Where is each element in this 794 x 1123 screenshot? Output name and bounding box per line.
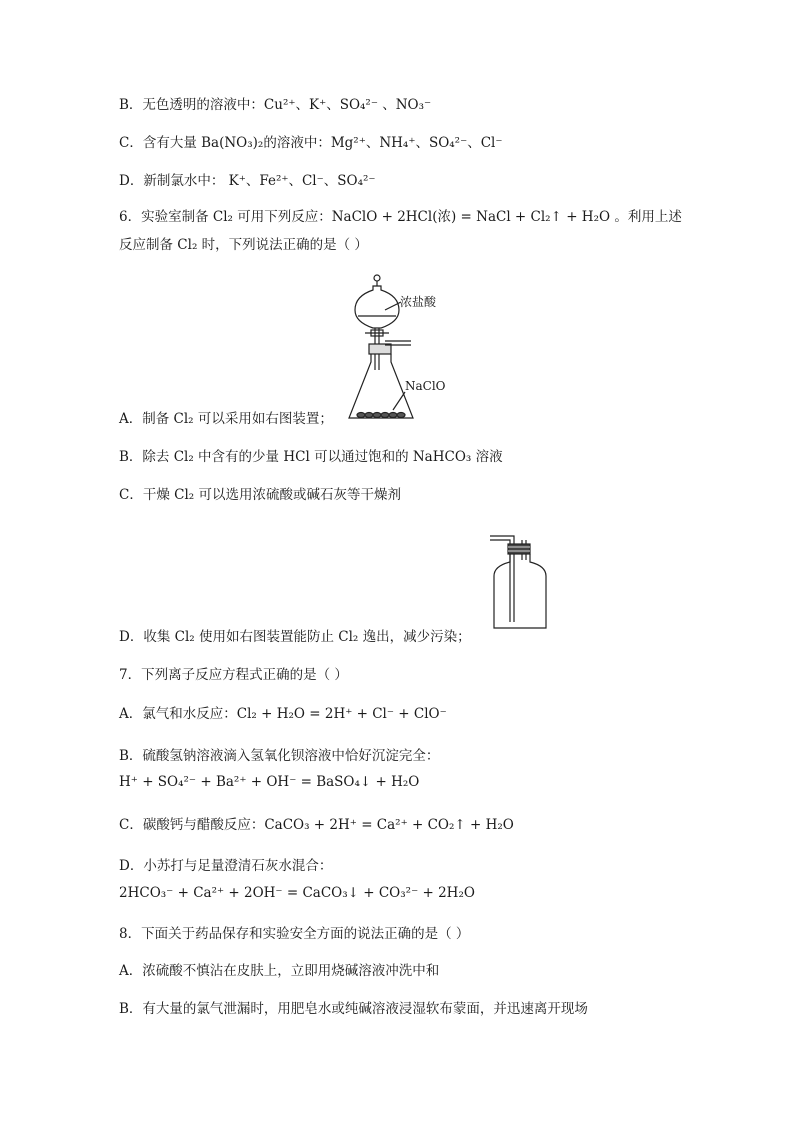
option-6d: D．收集 Cl₂ 使用如右图装置能防止 Cl₂ 逸出，减少污染； — [119, 629, 471, 645]
question-6-stem-cont: 反应制备 Cl₂ 时，下列说法正确的是（ ） — [119, 237, 368, 253]
option-7c: C．碳酸钙与醋酸反应：CaCO₃ + 2H⁺ = Ca²⁺ + CO₂↑ + H₂O — [119, 817, 514, 833]
option-6a: A．制备 Cl₂ 可以采用如右图装置； — [119, 411, 333, 427]
question-6-stem: 6．实验室制备 Cl₂ 可用下列反应：NaClO + 2HCl(浓) = NaCl + Cl₂↑ + H₂O 。利用上述 — [119, 209, 682, 225]
option-6b: B．除去 Cl₂ 中含有的少量 HCl 可以通过饱和的 NaHCO₃ 溶液 — [119, 449, 503, 465]
option-5c: C．含有大量 Ba(NO₃)₂的溶液中：Mg²⁺、NH₄⁺、SO₄²⁻、Cl⁻ — [119, 135, 503, 151]
option-6c: C．干燥 Cl₂ 可以选用浓硫酸或碱石灰等干燥剂 — [119, 487, 401, 503]
option-8b: B．有大量的氯气泄漏时，用肥皂水或纯碱溶液浸湿软布蒙面，并迅速离开现场 — [119, 1001, 588, 1017]
option-5d: D．新制氯水中： K⁺、Fe²⁺、Cl⁻、SO₄²⁻ — [119, 173, 376, 189]
option-5b: B．无色透明的溶液中：Cu²⁺、K⁺、SO₄²⁻ 、NO₃⁻ — [119, 97, 432, 113]
option-7b-equation: H⁺ + SO₄²⁻ + Ba²⁺ + OH⁻ = BaSO₄↓ + H₂O — [119, 774, 420, 790]
option-8a: A．浓硫酸不慎沾在皮肤上，立即用烧碱溶液冲洗中和 — [119, 963, 440, 979]
option-7d: D．小苏打与足量澄清石灰水混合： — [119, 858, 333, 874]
question-8-stem: 8．下面关于药品保存和实验安全方面的说法正确的是（ ） — [119, 926, 470, 942]
gas-collection-bottle — [488, 530, 552, 630]
option-7a: A．氯气和水反应：Cl₂ + H₂O = 2H⁺ + Cl⁻ + ClO⁻ — [119, 706, 447, 722]
option-7d-equation: 2HCO₃⁻ + Ca²⁺ + 2OH⁻ = CaCO₃↓ + CO₃²⁻ + 2H₂O — [119, 885, 475, 901]
question-7-stem: 7．下列离子反应方程式正确的是（ ） — [119, 667, 348, 683]
funnel-label: 浓盐酸 — [400, 295, 437, 309]
option-7b: B．硫酸氢钠溶液滴入氢氧化钡溶液中恰好沉淀完全： — [119, 748, 440, 764]
flask-label: NaClO — [405, 379, 446, 393]
